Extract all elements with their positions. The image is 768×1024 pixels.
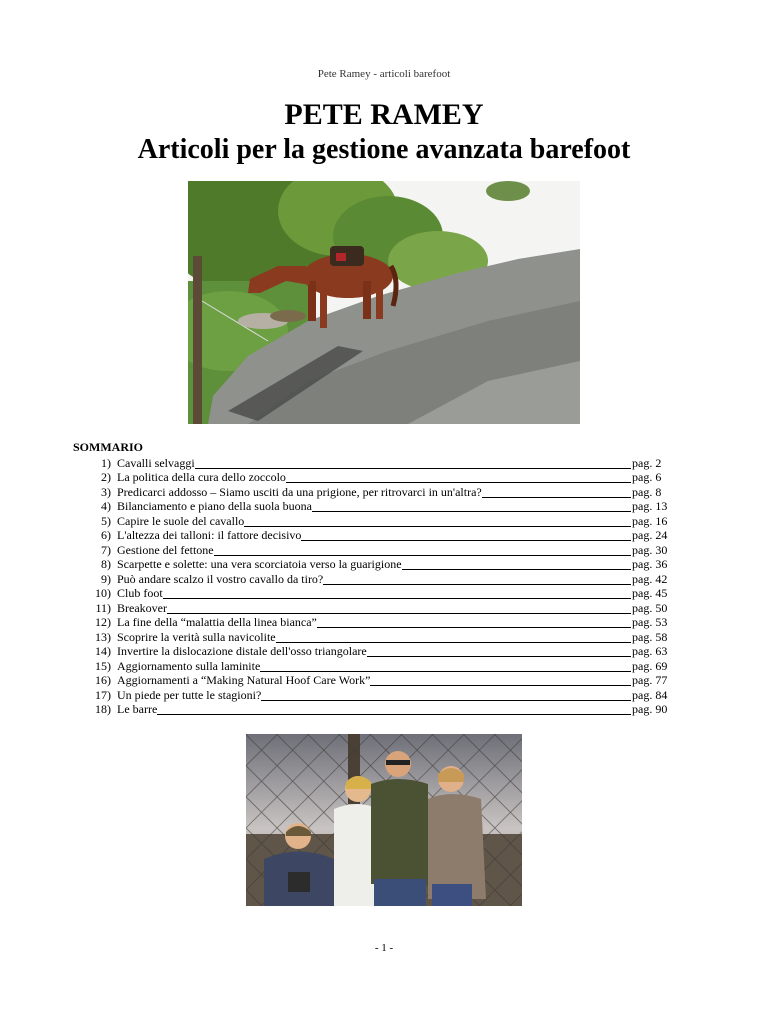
- toc-leader-line: [163, 588, 631, 599]
- toc-item-page: pag. 6: [632, 470, 662, 484]
- toc-item: [73, 615, 673, 630]
- toc-item-number: 6): [101, 528, 111, 542]
- toc-item-title: Breakover: [117, 600, 167, 615]
- toc-item-page: pag. 45: [632, 586, 668, 600]
- toc-item-number: 8): [101, 557, 111, 571]
- toc-item-number: 12): [95, 615, 111, 629]
- toc-item-page: pag. 58: [632, 629, 668, 644]
- toc-item-title: Predicarci addosso – Siamo usciti da una prigione, per ritrovarci in un'altra?: [117, 484, 482, 499]
- toc-item-title: Capire le suole del cavallo: [117, 513, 245, 528]
- toc-item-page: pag. 30: [632, 542, 668, 557]
- toc-item-title: Bilanciamento e piano della suola buona: [117, 499, 312, 513]
- toc-item: [73, 542, 673, 557]
- toc-item-title: Può andare scalzo il vostro cavallo da tiro?: [117, 571, 324, 586]
- toc-heading: SOMMARIO: [73, 440, 143, 454]
- toc-item-number: 5): [101, 513, 111, 528]
- toc-item: [73, 470, 673, 485]
- toc-item-page: pag. 77: [632, 673, 668, 687]
- toc-item: [73, 586, 673, 601]
- toc-item: [73, 528, 673, 543]
- toc-leader-line: [323, 574, 631, 585]
- toc-item-title: Gestione del fettone: [117, 542, 214, 557]
- toc-leader-line: [286, 472, 631, 483]
- toc-leader-line: [317, 617, 631, 628]
- toc-item: [73, 600, 673, 615]
- page-number: - 1 -: [374, 942, 394, 954]
- toc-leader-line: [402, 559, 631, 570]
- toc-item: [73, 499, 673, 514]
- document-title: PETE RAMEY: [284, 98, 484, 131]
- toc-item-page: pag. 53: [632, 615, 668, 629]
- toc-item-page: pag. 8: [632, 484, 662, 499]
- toc-item: [73, 513, 673, 528]
- toc-item-page: pag. 24: [632, 528, 668, 542]
- toc-item: [73, 557, 673, 572]
- horse-on-rock-photo: [188, 181, 580, 424]
- toc-item: [73, 484, 673, 499]
- toc-item: [73, 629, 673, 644]
- toc-item-title: La fine della “malattia della linea bianca”: [117, 615, 317, 629]
- horse-on-rock-image: [188, 181, 580, 424]
- toc-leader-line: [482, 487, 631, 498]
- toc-item-number: 9): [101, 571, 111, 586]
- toc-item-page: pag. 69: [632, 658, 668, 673]
- toc-item-number: 1): [101, 455, 111, 470]
- toc-item-number: 16): [95, 673, 111, 687]
- document-subtitle: Articoli per la gestione avanzata barefoot: [137, 134, 631, 165]
- toc-item-page: pag. 2: [632, 455, 662, 470]
- toc-item-page: pag. 90: [632, 702, 668, 716]
- toc-item-title: Aggiornamento sulla laminite: [117, 658, 261, 673]
- toc-item-page: pag. 63: [632, 644, 668, 658]
- toc-item: [73, 702, 673, 717]
- toc-item-title: Scoprire la verità sulla navicolite: [117, 629, 276, 644]
- toc-leader-line: [260, 661, 631, 672]
- toc-item-page: pag. 36: [632, 557, 668, 571]
- toc-item-number: 17): [95, 687, 111, 702]
- running-header: Pete Ramey - articoli barefoot: [317, 68, 451, 80]
- toc-item-title: L'altezza dei talloni: il fattore decisivo: [117, 528, 302, 542]
- toc-item-title: La politica della cura dello zoccolo: [117, 470, 286, 484]
- toc-item-title: Aggiornamenti a “Making Natural Hoof Care Work”: [117, 673, 371, 687]
- toc-item-number: 10): [95, 586, 111, 600]
- toc-item-number: 13): [95, 629, 111, 644]
- toc-item-title: Cavalli selvaggi: [117, 455, 195, 470]
- toc-item-number: 2): [101, 470, 111, 484]
- toc-leader-line: [370, 675, 631, 686]
- toc-item-number: 18): [95, 702, 111, 716]
- toc-item-number: 11): [95, 600, 111, 615]
- toc-item: [73, 687, 673, 702]
- toc-item: [73, 644, 673, 659]
- toc-item-page: pag. 42: [632, 571, 668, 586]
- toc-item-page: pag. 16: [632, 513, 668, 528]
- toc-leader-line: [276, 632, 631, 643]
- toc-leader-line: [167, 603, 631, 614]
- toc-item-title: Club foot: [117, 586, 163, 600]
- toc-leader-line: [261, 690, 631, 701]
- toc-item-number: 7): [101, 542, 111, 557]
- toc-item-page: pag. 13: [632, 499, 668, 513]
- toc-item-number: 15): [95, 658, 111, 673]
- toc-leader-line: [301, 530, 631, 541]
- toc-item-number: 3): [101, 484, 111, 499]
- toc-leader-line: [312, 501, 631, 512]
- toc-item-page: pag. 84: [632, 687, 668, 702]
- toc-leader-line: [214, 545, 631, 556]
- toc-item: [73, 673, 673, 688]
- family-photo: [246, 734, 522, 906]
- toc-item-number: 4): [101, 499, 111, 513]
- toc-item-number: 14): [95, 644, 111, 658]
- toc-item-title: Scarpette e solette: una vera scorciatoia verso la guarigione: [117, 557, 402, 571]
- family-image: [246, 734, 522, 906]
- toc-leader-line: [367, 646, 631, 657]
- toc-item: [73, 658, 673, 673]
- toc-item-title: Invertire la dislocazione distale dell'osso triangolare: [117, 644, 367, 658]
- toc-item: [73, 571, 673, 586]
- toc-item: [73, 455, 673, 470]
- table-of-contents: [73, 455, 673, 716]
- toc-leader-line: [157, 704, 631, 715]
- toc-item-page: pag. 50: [632, 600, 668, 615]
- toc-leader-line: [244, 516, 631, 527]
- toc-item-title: Un piede per tutte le stagioni?: [117, 687, 262, 702]
- toc-leader-line: [195, 458, 631, 469]
- toc-item-title: Le barre: [117, 702, 158, 716]
